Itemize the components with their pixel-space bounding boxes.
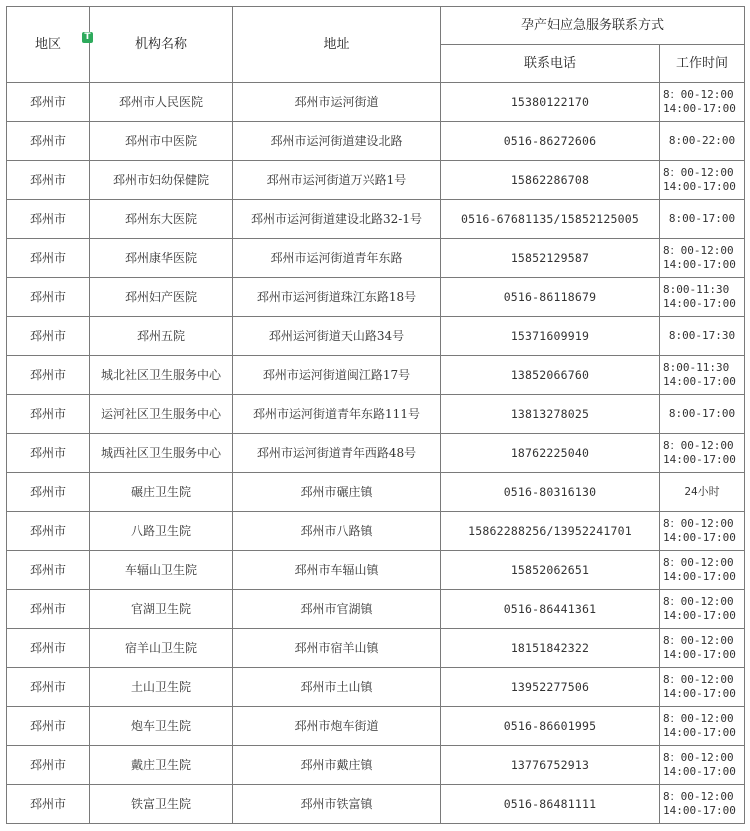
cell-phone: 15862286708 xyxy=(441,161,660,200)
cell-hours: 8：00-12:00 14:00-17:00 xyxy=(660,668,745,707)
cell-org-name: 邳州东大医院 xyxy=(90,200,233,239)
contact-table-container xyxy=(6,6,744,824)
header-region: 地区 xyxy=(7,7,90,83)
cell-region: 邳州市 xyxy=(7,434,90,473)
header-address: 地址 xyxy=(233,7,441,83)
cell-hours: 8:00-17:30 xyxy=(660,317,745,356)
cell-org-name: 邳州市妇幼保健院 xyxy=(90,161,233,200)
header-hours: 工作时间 xyxy=(660,45,745,83)
cell-phone: 0516-86272606 xyxy=(441,122,660,161)
table-row xyxy=(7,83,745,122)
cell-region: 邳州市 xyxy=(7,707,90,746)
table-row xyxy=(7,590,745,629)
cell-org-name: 邳州市人民医院 xyxy=(90,83,233,122)
cell-hours: 8：00-12:00 14:00-17:00 xyxy=(660,239,745,278)
cell-address: 邳州市运河街道 xyxy=(233,83,441,122)
cell-region: 邳州市 xyxy=(7,668,90,707)
table-row xyxy=(7,434,745,473)
cell-phone: 0516-86441361 xyxy=(441,590,660,629)
cell-region: 邳州市 xyxy=(7,473,90,512)
cell-address: 邳州市运河街道青年东路111号 xyxy=(233,395,441,434)
table-row xyxy=(7,200,745,239)
cell-phone: 15852129587 xyxy=(441,239,660,278)
cell-region: 邳州市 xyxy=(7,785,90,824)
cell-phone: 15380122170 xyxy=(441,83,660,122)
cell-hours: 8:00-17:00 xyxy=(660,200,745,239)
cell-hours: 8：00-12:00 14:00-17:00 xyxy=(660,746,745,785)
table-row xyxy=(7,629,745,668)
cell-hours: 8：00-12:00 14:00-17:00 xyxy=(660,551,745,590)
cell-hours: 8：00-12:00 14:00-17:00 xyxy=(660,590,745,629)
cell-org-name: 炮车卫生院 xyxy=(90,707,233,746)
cell-org-name: 宿羊山卫生院 xyxy=(90,629,233,668)
cell-org-name: 邳州五院 xyxy=(90,317,233,356)
cell-phone: 0516-80316130 xyxy=(441,473,660,512)
cell-hours: 24小时 xyxy=(660,473,745,512)
table-body xyxy=(7,83,745,824)
cell-address: 邳州市运河街道珠江东路18号 xyxy=(233,278,441,317)
table-row xyxy=(7,707,745,746)
cell-hours: 8：00-12:00 14:00-17:00 xyxy=(660,434,745,473)
cell-phone: 0516-86601995 xyxy=(441,707,660,746)
cell-org-name: 土山卫生院 xyxy=(90,668,233,707)
cell-phone: 15862288256/13952241701 xyxy=(441,512,660,551)
table-row xyxy=(7,395,745,434)
cell-phone: 18762225040 xyxy=(441,434,660,473)
cell-org-name: 邳州康华医院 xyxy=(90,239,233,278)
cell-org-name: 戴庄卫生院 xyxy=(90,746,233,785)
table-row xyxy=(7,278,745,317)
cell-phone: 15371609919 xyxy=(441,317,660,356)
table-row xyxy=(7,122,745,161)
cell-address: 邳州市戴庄镇 xyxy=(233,746,441,785)
cell-region: 邳州市 xyxy=(7,590,90,629)
table-row xyxy=(7,161,745,200)
cell-org-name: 碾庄卫生院 xyxy=(90,473,233,512)
cell-address: 邳州市炮车街道 xyxy=(233,707,441,746)
cell-org-name: 八路卫生院 xyxy=(90,512,233,551)
cell-region: 邳州市 xyxy=(7,395,90,434)
cell-phone: 13852066760 xyxy=(441,356,660,395)
cell-region: 邳州市 xyxy=(7,746,90,785)
header-contact-group: 孕产妇应急服务联系方式 xyxy=(441,7,745,45)
cell-hours: 8：00-12:00 14:00-17:00 xyxy=(660,707,745,746)
header-org-name: 机构名称 xyxy=(90,7,233,83)
cell-address: 邳州市土山镇 xyxy=(233,668,441,707)
table-row xyxy=(7,668,745,707)
cell-region: 邳州市 xyxy=(7,356,90,395)
cell-region: 邳州市 xyxy=(7,239,90,278)
cell-hours: 8:00-11:30 14:00-17:00 xyxy=(660,356,745,395)
cell-org-name: 城北社区卫生服务中心 xyxy=(90,356,233,395)
table-row xyxy=(7,473,745,512)
cell-phone: 13776752913 xyxy=(441,746,660,785)
cell-phone: 13952277506 xyxy=(441,668,660,707)
table-row xyxy=(7,512,745,551)
cell-org-name: 邳州妇产医院 xyxy=(90,278,233,317)
cell-region: 邳州市 xyxy=(7,122,90,161)
cell-org-name: 车辐山卫生院 xyxy=(90,551,233,590)
cell-hours: 8：00-12:00 14:00-17:00 xyxy=(660,161,745,200)
cell-address: 邳州市车辐山镇 xyxy=(233,551,441,590)
cell-org-name: 铁富卫生院 xyxy=(90,785,233,824)
cell-hours: 8:00-22:00 xyxy=(660,122,745,161)
table-row xyxy=(7,356,745,395)
cell-hours: 8:00-17:00 xyxy=(660,395,745,434)
cell-phone: 0516-86118679 xyxy=(441,278,660,317)
header-phone: 联系电话 xyxy=(441,45,660,83)
maternal-emergency-contact-table xyxy=(6,6,745,824)
cell-address: 邳州市运河街道建设北路32-1号 xyxy=(233,200,441,239)
cell-address: 邳州市铁富镇 xyxy=(233,785,441,824)
cell-phone: 15852062651 xyxy=(441,551,660,590)
cell-phone: 13813278025 xyxy=(441,395,660,434)
cell-address: 邳州市宿羊山镇 xyxy=(233,629,441,668)
table-row xyxy=(7,317,745,356)
cell-org-name: 官湖卫生院 xyxy=(90,590,233,629)
cell-org-name: 邳州市中医院 xyxy=(90,122,233,161)
cell-address: 邳州市八路镇 xyxy=(233,512,441,551)
cell-address: 邳州市碾庄镇 xyxy=(233,473,441,512)
table-row xyxy=(7,785,745,824)
cell-address: 邳州市运河街道闽江路17号 xyxy=(233,356,441,395)
cell-address: 邳州市官湖镇 xyxy=(233,590,441,629)
cell-region: 邳州市 xyxy=(7,317,90,356)
cell-region: 邳州市 xyxy=(7,551,90,590)
cell-region: 邳州市 xyxy=(7,512,90,551)
cell-region: 邳州市 xyxy=(7,161,90,200)
cell-hours: 8：00-12:00 14:00-17:00 xyxy=(660,785,745,824)
table-row xyxy=(7,551,745,590)
table-marker-icon: T xyxy=(82,32,93,43)
cell-hours: 8:00-11:30 14:00-17:00 xyxy=(660,278,745,317)
cell-org-name: 城西社区卫生服务中心 xyxy=(90,434,233,473)
cell-region: 邳州市 xyxy=(7,278,90,317)
cell-phone: 18151842322 xyxy=(441,629,660,668)
cell-hours: 8：00-12:00 14:00-17:00 xyxy=(660,629,745,668)
cell-address: 邳州市运河街道青年西路48号 xyxy=(233,434,441,473)
cell-address: 邳州市运河街道万兴路1号 xyxy=(233,161,441,200)
cell-phone: 0516-67681135/15852125005 xyxy=(441,200,660,239)
cell-region: 邳州市 xyxy=(7,83,90,122)
cell-region: 邳州市 xyxy=(7,629,90,668)
cell-hours: 8：00-12:00 14:00-17:00 xyxy=(660,83,745,122)
cell-address: 邳州市运河街道青年东路 xyxy=(233,239,441,278)
table-row xyxy=(7,239,745,278)
table-row xyxy=(7,746,745,785)
cell-org-name: 运河社区卫生服务中心 xyxy=(90,395,233,434)
cell-address: 邳州市运河街道建设北路 xyxy=(233,122,441,161)
cell-hours: 8：00-12:00 14:00-17:00 xyxy=(660,512,745,551)
cell-address: 邳州运河街道天山路34号 xyxy=(233,317,441,356)
cell-region: 邳州市 xyxy=(7,200,90,239)
cell-phone: 0516-86481111 xyxy=(441,785,660,824)
